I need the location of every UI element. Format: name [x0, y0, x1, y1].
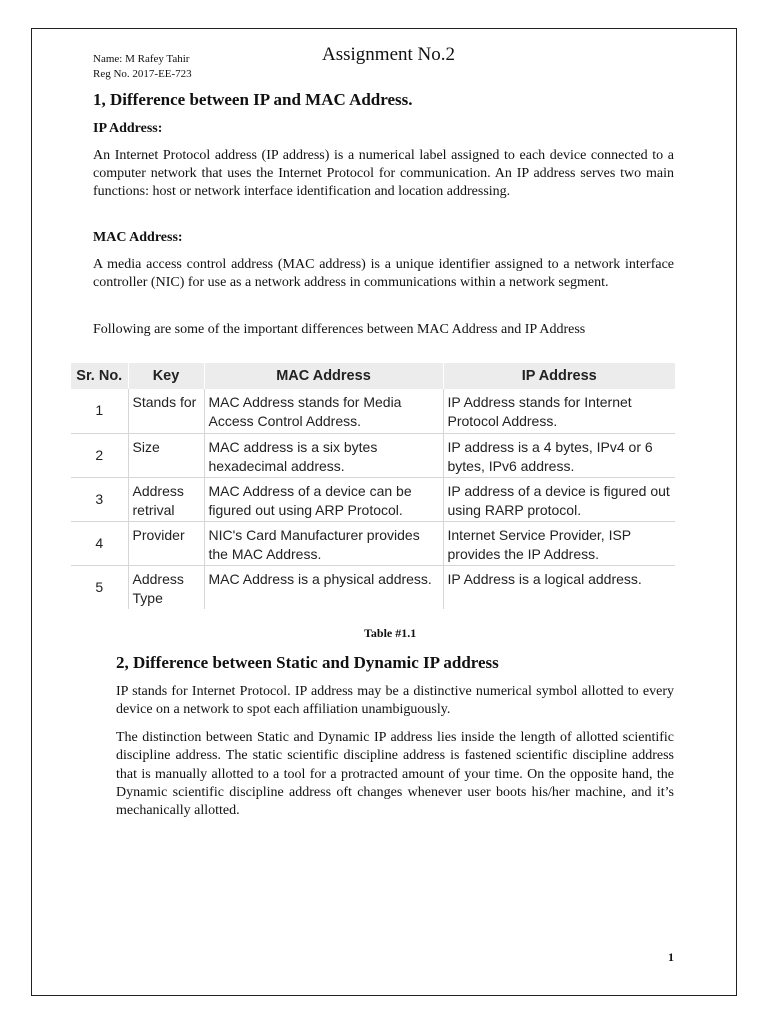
cell-mac: MAC Address of a device can be figured out using ARP Protocol.	[204, 477, 443, 521]
table-row	[71, 521, 675, 565]
mac-address-heading: MAC Address:	[93, 230, 183, 245]
section2-heading: 2, Difference between Static and Dynamic IP address	[116, 653, 499, 672]
cell-mac: MAC Address stands for Media Access Control Address.	[204, 389, 443, 433]
cell-key: Stands for	[128, 389, 204, 433]
header-ip-address: IP Address	[443, 363, 675, 389]
table-row	[71, 565, 675, 609]
cell-mac: NIC's Card Manufacturer provides the MAC Address.	[204, 521, 443, 565]
section2-para1: IP stands for Internet Protocol. IP address may be a distinctive numerical symbol allotted to every device on a network to spot each affiliation unambiguously.	[116, 684, 674, 718]
cell-ip: IP address of a device is figured out using RARP protocol.	[443, 477, 675, 521]
header-mac-address: MAC Address	[204, 363, 443, 389]
cell-ip: IP address is a 4 bytes, IPv4 or 6 bytes, IPv6 address.	[443, 433, 675, 477]
cell-key: Provider	[128, 521, 204, 565]
reg-number: Reg No. 2017-EE-723	[93, 68, 192, 80]
table-row	[71, 477, 675, 521]
header-key: Key	[128, 363, 204, 389]
mac-address-text: A media access control address (MAC address) is a unique identifier assigned to a network interface controller (NIC) for use as a network address in communications within a network segment.	[93, 257, 674, 290]
assignment-title: Assignment No.2	[322, 44, 455, 65]
cell-ip: IP Address stands for Internet Protocol Address.	[443, 389, 675, 433]
cell-mac: MAC Address is a physical address.	[204, 565, 443, 609]
differences-intro: Following are some of the important differences between MAC Address and IP Address	[93, 322, 586, 337]
cell-key: Address retrival	[128, 477, 204, 521]
cell-sr: 3	[71, 477, 128, 521]
table-header-row	[71, 363, 675, 389]
ip-address-heading: IP Address:	[93, 121, 163, 136]
table-caption: Table #1.1	[364, 626, 417, 640]
cell-sr: 1	[71, 389, 128, 433]
cell-key: Address Type	[128, 565, 204, 609]
cell-ip: Internet Service Provider, ISP provides the IP Address.	[443, 521, 675, 565]
section1-heading: 1, Difference between IP and MAC Address.	[93, 90, 413, 109]
ip-address-text: An Internet Protocol address (IP address) is a numerical label assigned to each device connected to a computer network that uses the Internet Protocol for communication. An IP address serves two main functions: host or network interface identification and location addressing.	[93, 148, 674, 199]
header-sr-no: Sr. No.	[71, 363, 128, 389]
section2-para2: The distinction between Static and Dynamic IP address lies inside the length of allotted scientific discipline address. The static scientific discipline address is fastened scientific discipline address that is manually allotted to a tool for a protracted amount of your time. On the opposite hand, the Dynamic scientific discipline address oft changes whenever user boots his/her machine, and it’s mechanically allotted.	[116, 730, 674, 819]
student-info	[93, 52, 192, 82]
cell-sr: 5	[71, 565, 128, 609]
cell-ip: IP Address is a logical address.	[447, 570, 642, 587]
student-name: Name: M Rafey Tahir	[93, 53, 190, 65]
cell-mac: MAC address is a six bytes hexadecimal address.	[204, 433, 443, 477]
comparison-table	[71, 363, 675, 609]
page-number: 1	[668, 950, 674, 964]
cell-key: Size	[128, 433, 204, 477]
table-row	[71, 433, 675, 477]
cell-sr: 4	[71, 521, 128, 565]
cell-sr: 2	[71, 433, 128, 477]
table-row	[71, 389, 675, 433]
